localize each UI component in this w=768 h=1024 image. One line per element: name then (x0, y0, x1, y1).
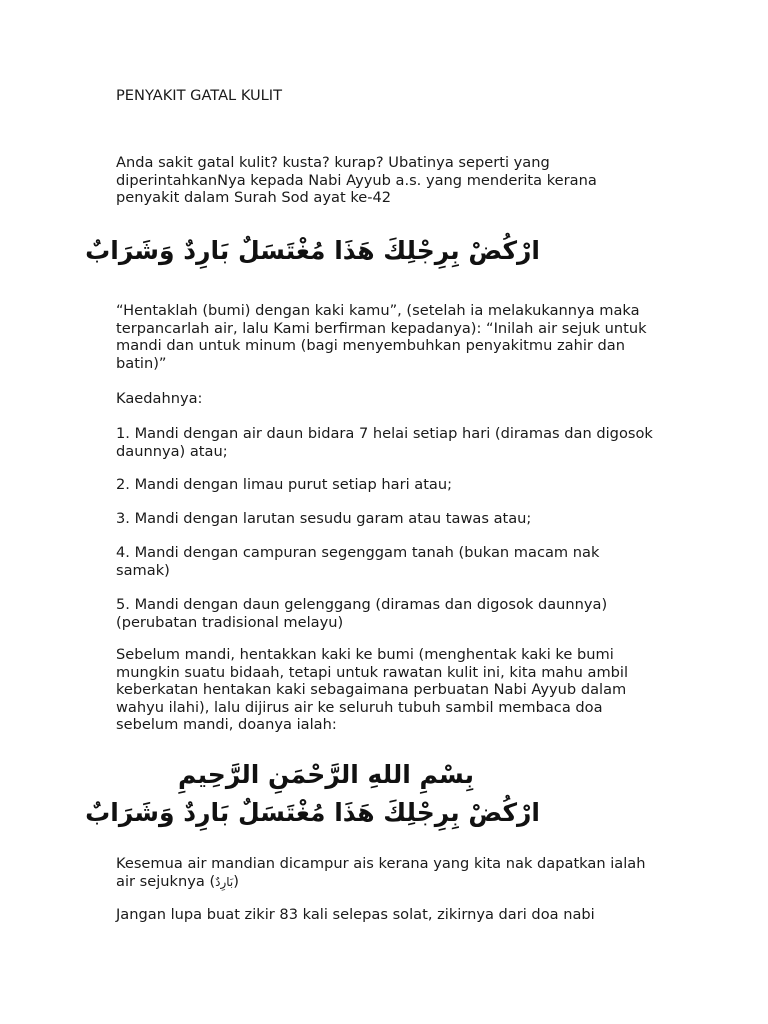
step-4: 4. Mandi dengan campuran segenggam tanah (bukan macam nak samak) (116, 544, 600, 579)
step-1: 1. Mandi dengan air daun bidara 7 helai setiap hari (diramas dan digosok daunnya) atau; (116, 425, 653, 460)
step-2: 2. Mandi dengan limau purut setiap hari atau; (116, 476, 453, 493)
arabic-verse: ارْكُضْ بِرِجْلِكَ هَذَا مُغْتَسَلٌ بَارِدٌ وَشَرَابٌ (85, 236, 540, 265)
step-5: 5. Mandi dengan daun gelenggang (diramas dan digosok daunnya) (perubatan tradisional melayu) (116, 596, 608, 631)
basmalah: بِسْمِ اللهِ الرَّحْمَنِ الرَّحِيمِ (178, 760, 474, 789)
translation-paragraph: “Hentaklah (bumi) dengan kaki kamu”, (setelah ia melakukannya maka terpancarlah air, lalu Kami berfirman kepadanya): “Inilah air sejuk untuk mandi dan untuk minum (bagi menyembuhkan penyakitmu zahir dan batin)” (116, 302, 647, 372)
method-heading: Kaedahnya: (116, 390, 203, 407)
mix-note-text: Kesemua air mandian dicampur ais kerana yang kita nak dapatkan ialah air sejuknya ( (116, 855, 646, 890)
before-bath-paragraph: Sebelum mandi, hentakkan kaki ke bumi (menghentak kaki ke bumi mungkin suatu bidaah, tetapi untuk rawatan kulit ini, kita mahu ambil keberkatan hentakan kaki sebagaimana perbuatan Nabi Ayyub dalam wahyu ilahi), lalu dijirus air ke seluruh tubuh sambil membaca doa sebelum mandi, doanya ialah: (116, 646, 629, 733)
mix-note-end: ) (233, 872, 239, 890)
arabic-verse-2: ارْكُضْ بِرِجْلِكَ هَذَا مُغْتَسَلٌ بَارِدٌ وَشَرَابٌ (85, 798, 540, 827)
mix-note-arabic: بَارِدٌ (215, 874, 234, 889)
mix-note-paragraph (116, 855, 656, 891)
step-3: 3. Mandi dengan larutan sesudu garam atau tawas atau; (116, 510, 532, 527)
document-title: PENYAKIT GATAL KULIT (116, 87, 283, 104)
intro-paragraph: Anda sakit gatal kulit? kusta? kurap? Ubatinya seperti yang diperintahkanNya kepada Nabi Ayyub a.s. yang menderita kerana penyakit dalam Surah Sod ayat ke-42 (116, 154, 597, 206)
zikir-paragraph: Jangan lupa buat zikir 83 kali selepas solat, zikirnya dari doa nabi (116, 906, 595, 923)
